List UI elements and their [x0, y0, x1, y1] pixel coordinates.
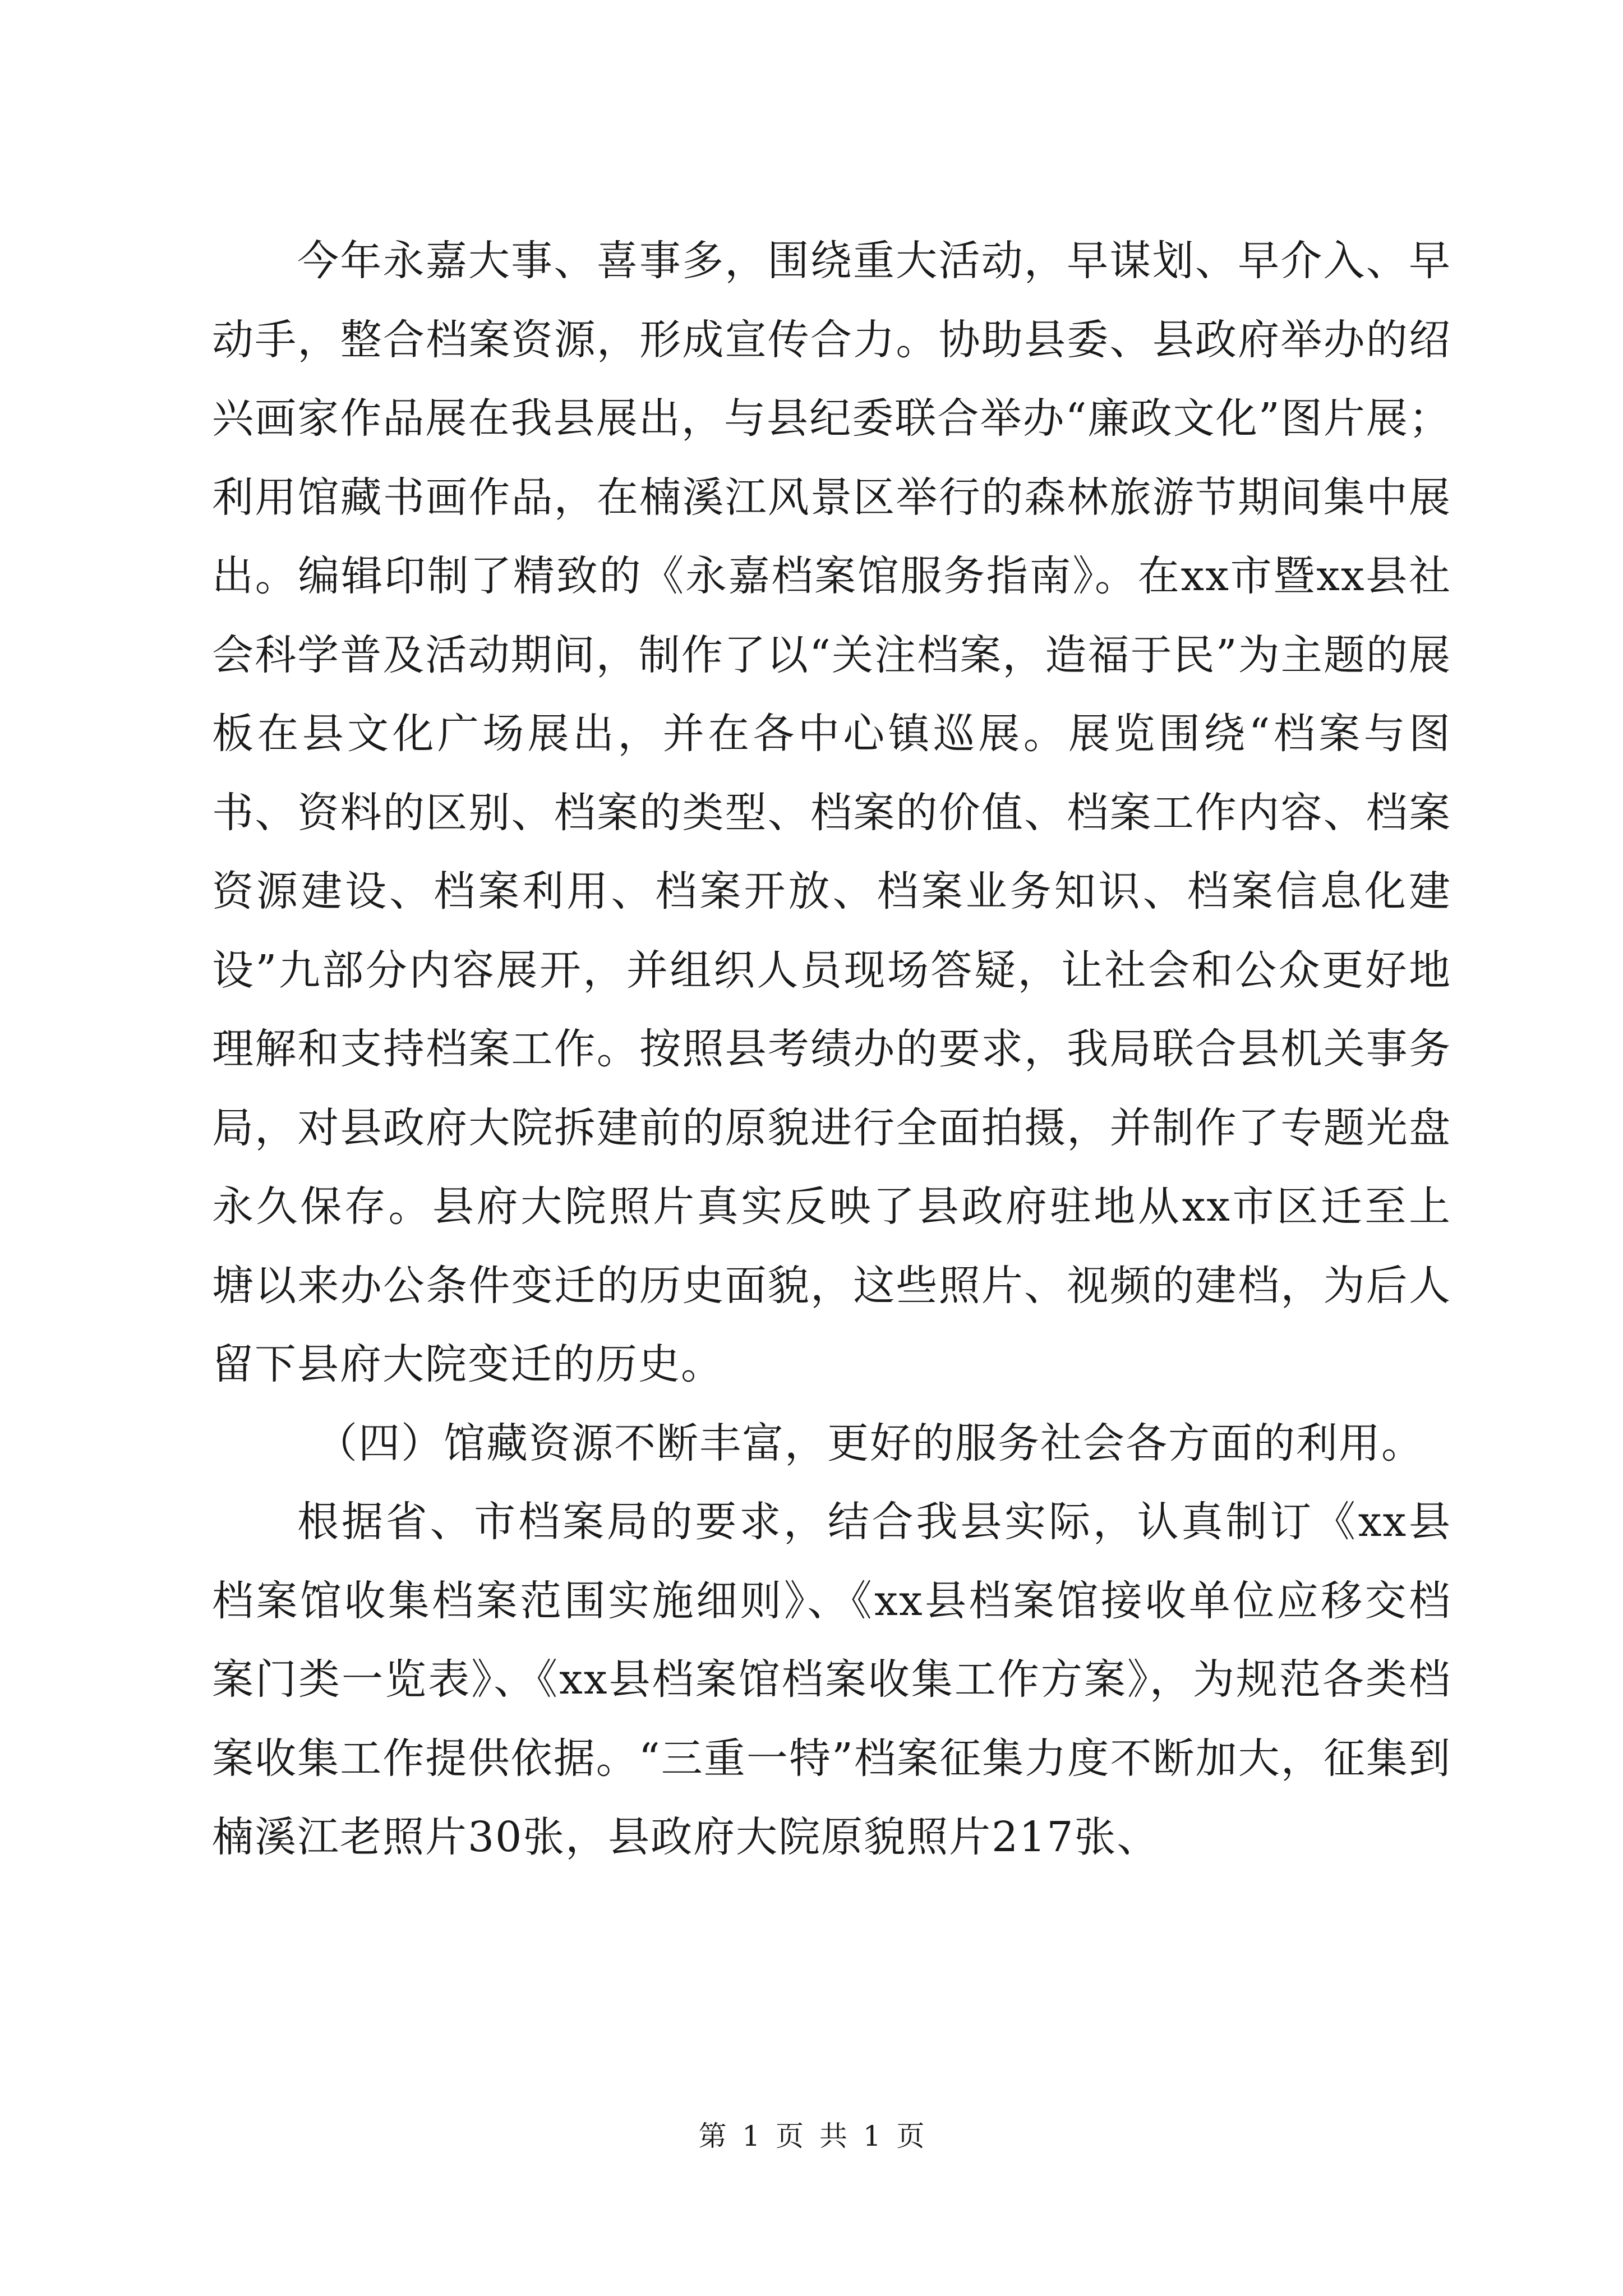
paragraph-publicity: 今年永嘉大事、喜事多，围绕重大活动，早谋划、早介入、早动手，整合档案资源，形成宣传合力。协助县委、县政府举办的绍兴画家作品展在我县展出，与县纪委联合举办“廉政文化”图片展；利用馆藏书画作品，在楠溪江风景区举行的森林旅游节期间集中展出。编辑印制了精致的《永嘉档案馆服务指南》。在xx市暨xx县社会科学普及活动期间，制作了以“关注档案，造福于民”为主题的展板在县文化广场展出，并在各中心镇巡展。展览围绕“档案与图书、资料的区别、档案的类型、档案的价值、档案工作内容、档案资源建设、档案利用、档案开放、档案业务知识、档案信息化建设”九部分内容展开，并组织人员现场答疑，让社会和公众更好地理解和支持档案工作。按照县考绩办的要求，我局联合县机关事务局，对县政府大院拆建前的原貌进行全面拍摄，并制作了专题光盘永久保存。县府大院照片真实反映了县政府驻地从xx市区迁至上塘以来办公条件变迁的历史面貌，这些照片、视频的建档，为后人留下县府大院变迁的历史。 [212, 237, 1451, 1388]
page-footer: 第 1 页 共 1 页 [698, 2120, 925, 2152]
document-body [212, 222, 1451, 1877]
section-heading-collection: （四）馆藏资源不断丰富，更好的服务社会各方面的利用。 [316, 1419, 1424, 1467]
paragraph-collection: 根据省、市档案局的要求，结合我县实际，认真制订《xx县档案馆收集档案范围实施细则》、《xx县档案馆接收单位应移交档案门类一览表》、《xx县档案馆档案收集工作方案》，为规范各类档案收集工作提供依据。“三重一特”档案征集力度不断加大，征集到楠溪江老照片30张，县政府大院原貌照片217张、 [212, 1498, 1451, 1861]
